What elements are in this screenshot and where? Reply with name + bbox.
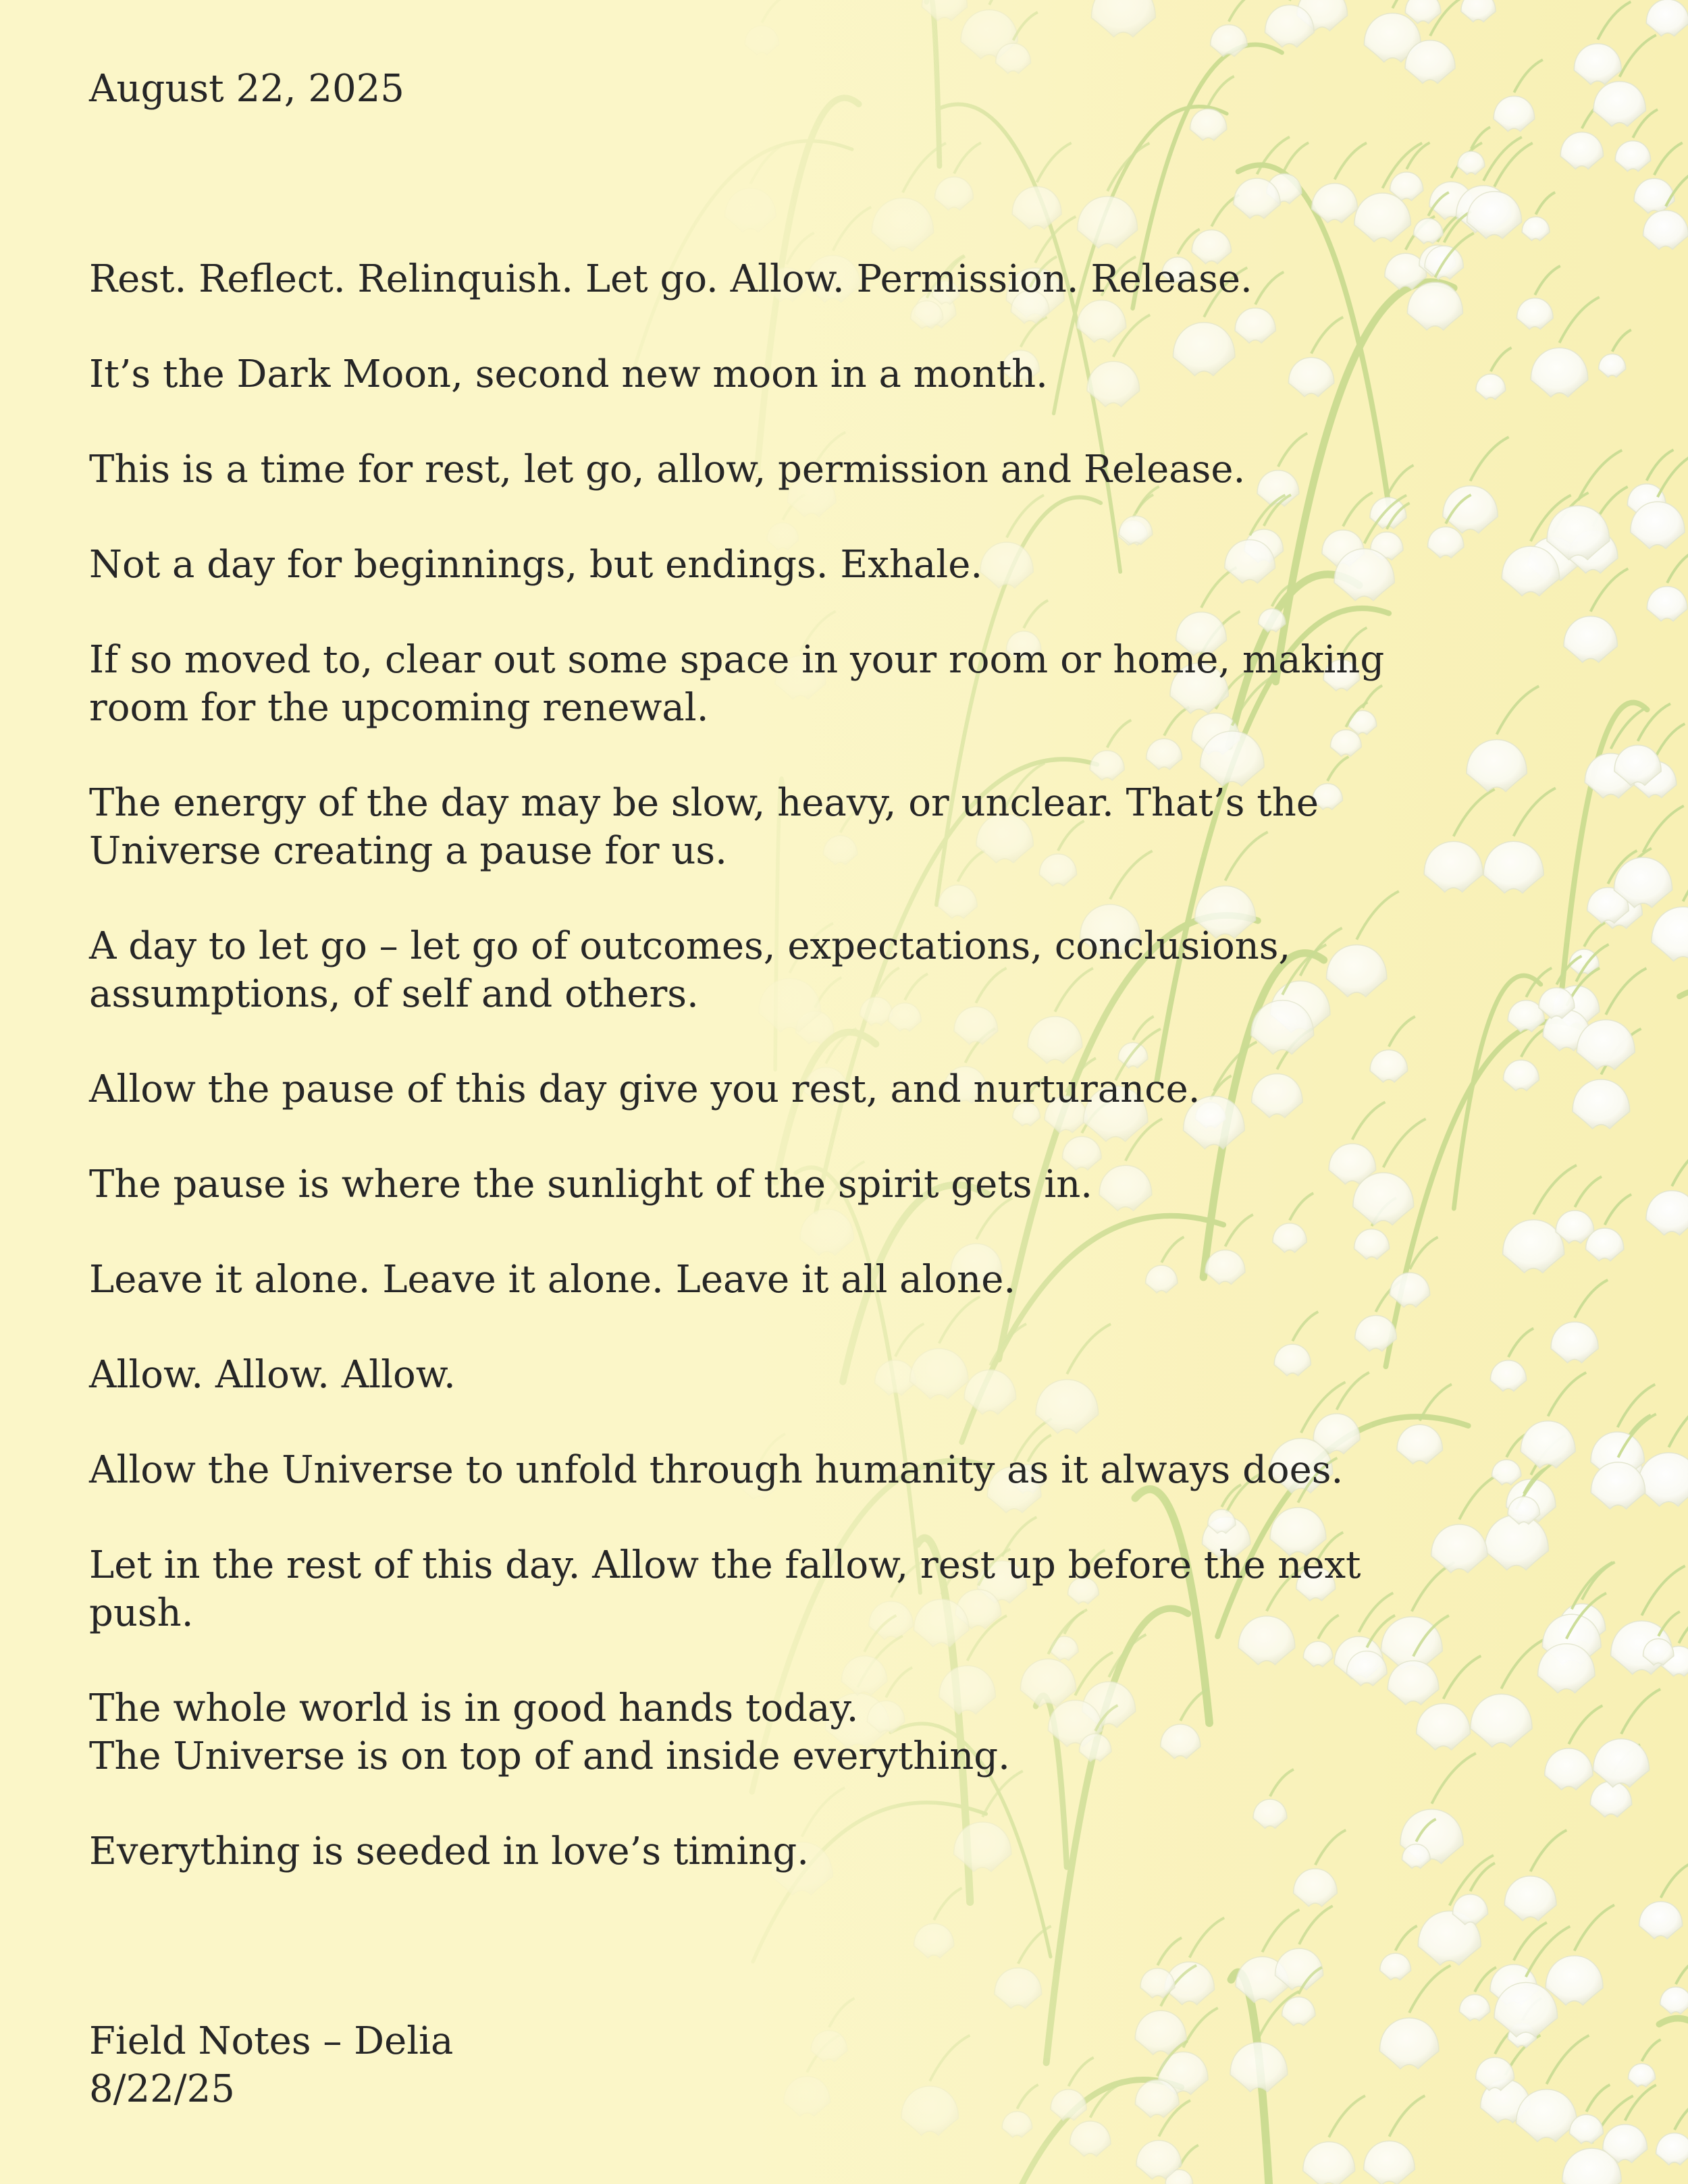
paragraph-line: This is a time for rest, let go, allow, permission and Release. [89,448,1246,491]
letter-date: August 22, 2025 [89,67,404,111]
paragraph-line: Let in the rest of this day. Allow the fallow, rest up before the next [89,1543,1361,1587]
paragraph [89,1065,1372,1113]
paragraph-line: assumptions, of self and others. [89,972,699,1016]
paragraph-line: Not a day for beginnings, but endings. Exhale. [89,543,983,587]
paragraph [89,1256,1372,1304]
paragraph [89,636,1385,732]
paragraph-line: Allow the Universe to unfold through humanity as it always does. [89,1448,1344,1492]
signature-name: Field Notes – Delia [89,2019,454,2063]
paragraph [89,446,1372,494]
paragraph [89,1446,1372,1494]
paragraph-line: room for the upcoming renewal. [89,686,709,730]
letter-body [89,255,1385,1923]
paragraph-line: It’s the Dark Moon, second new moon in a month. [89,352,1048,396]
paragraph-line: Universe creating a pause for us. [89,829,727,873]
paragraph-line: Rest. Reflect. Relinquish. Let go. Allow. Permission. Release. [89,257,1252,301]
paragraph [89,779,1372,875]
paragraph-line: The Universe is on top of and inside everything. [89,1734,1010,1778]
paragraph [89,1351,1372,1399]
paragraph-line: push. [89,1591,194,1635]
paragraph-line: Allow. Allow. Allow. [89,1353,456,1397]
paragraph-line: Everything is seeded in love’s timing. [89,1830,810,1873]
paragraph [89,255,1372,303]
paragraph-line: If so moved to, clear out some space in your room or home, making [89,638,1385,682]
paragraph [89,922,1372,1018]
signature-block [89,2017,453,2113]
paragraph-line: Allow the pause of this day give you rest, and nurturance. [89,1067,1201,1111]
paragraph-line: The whole world is in good hands today. [89,1686,859,1730]
paragraph [89,350,1372,398]
signature-date: 8/22/25 [89,2067,235,2111]
paragraph [89,1828,1372,1875]
paragraph [89,1161,1372,1208]
paragraph-line: A day to let go – let go of outcomes, expectations, conclusions, [89,924,1291,968]
paragraph [89,1541,1372,1637]
paragraph [89,541,1372,589]
paragraph [89,1684,1372,1780]
paragraph-line: The energy of the day may be slow, heavy, or unclear. That’s the [89,781,1319,825]
paragraph-line: Leave it alone. Leave it alone. Leave it all alone. [89,1258,1016,1302]
paragraph-line: The pause is where the sunlight of the spirit gets in. [89,1163,1093,1206]
